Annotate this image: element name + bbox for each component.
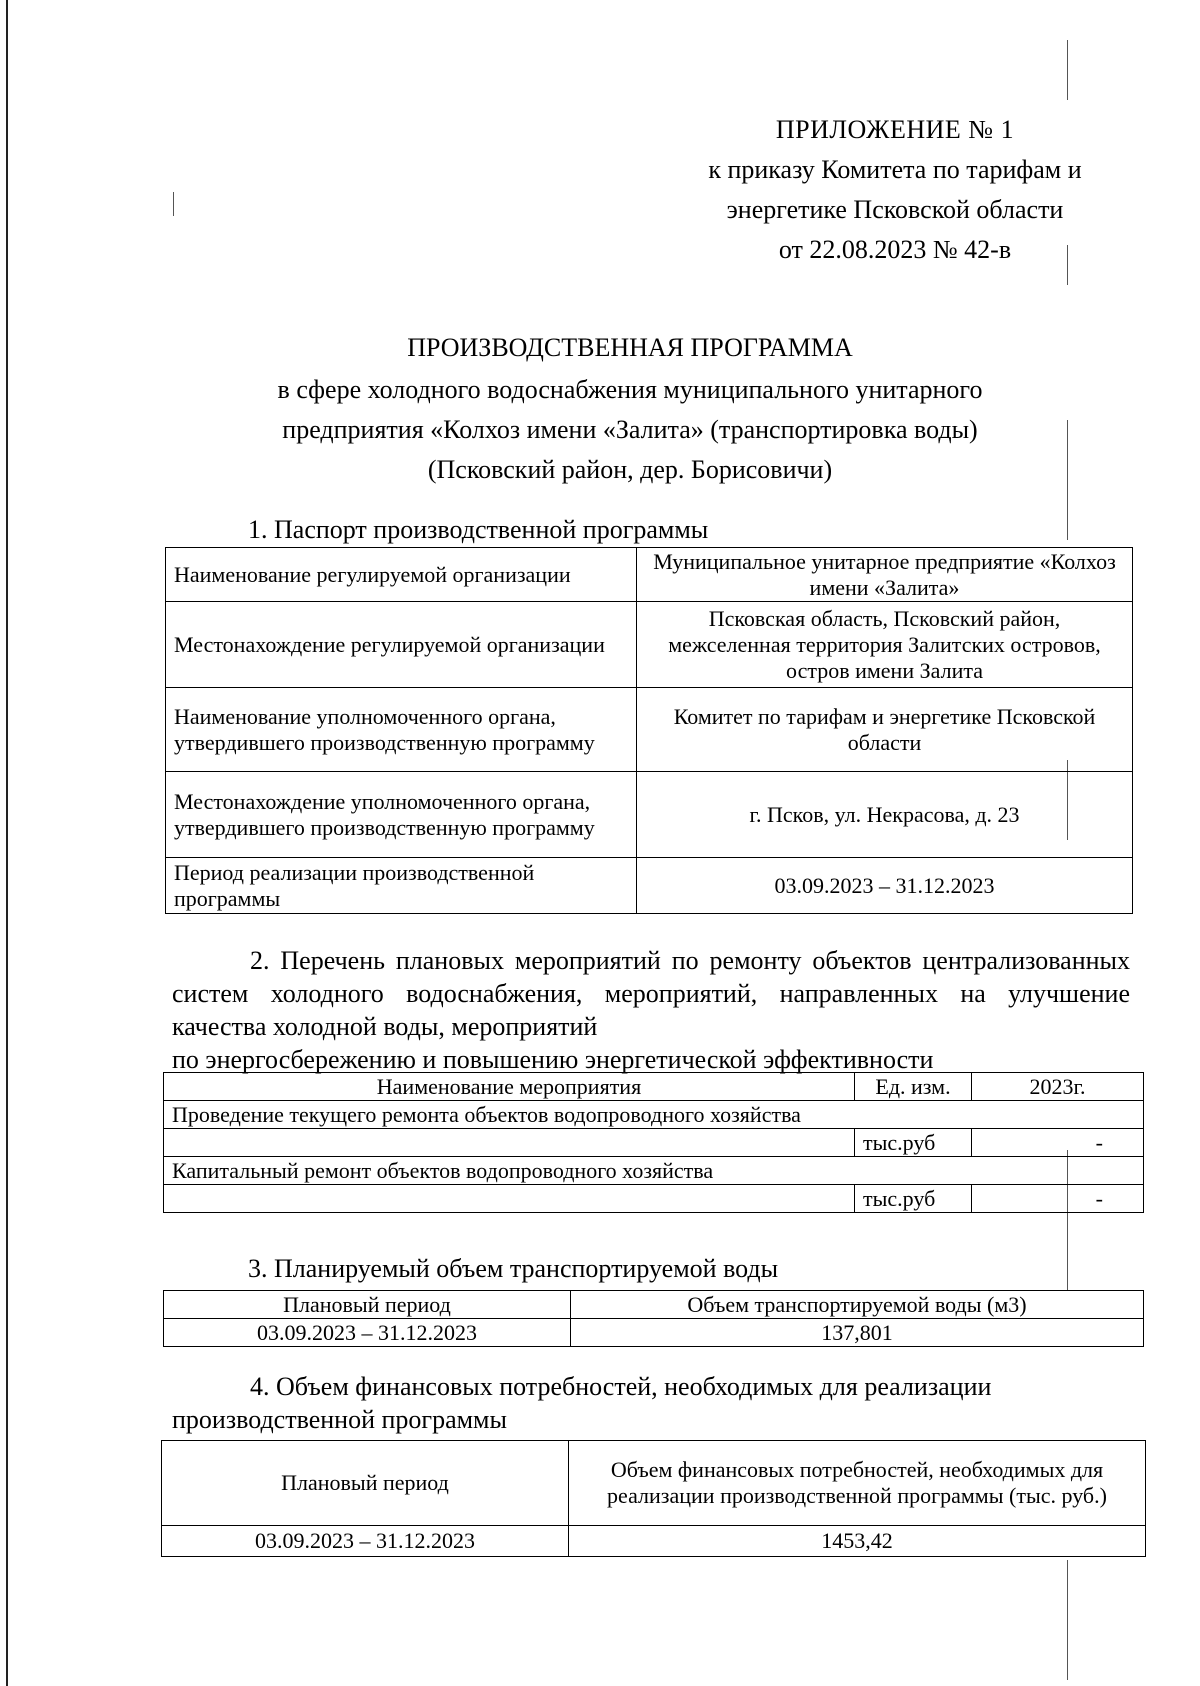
program-subtitle-line: предприятия «Колхоз имени «Залита» (транспортировка воды) [282,415,978,444]
passport-value: Муниципальное унитарное предприятие «Колхоз имени «Залита» [637,548,1133,602]
appendix-block [660,110,1130,270]
table-group-row [164,1101,1144,1129]
period-cell: 03.09.2023 – 31.12.2023 [162,1526,569,1557]
table-row [164,1185,1144,1213]
column-header: Наименование мероприятия [164,1073,855,1101]
column-header: 2023г. [972,1073,1144,1101]
scan-artifact [173,192,174,216]
passport-label: Наименование уполномоченного органа, утвердившего производственную программу [166,688,637,772]
period-cell: 03.09.2023 – 31.12.2023 [164,1319,571,1347]
passport-value: 03.09.2023 – 31.12.2023 [637,858,1133,914]
passport-value: г. Псков, ул. Некрасова, д. 23 [637,772,1133,858]
program-subtitle-line: в сфере холодного водоснабжения муниципального унитарного [277,375,983,404]
table-group-row [164,1157,1144,1185]
appendix-line: от 22.08.2023 № 42-в [778,235,1012,264]
measure-unit: тыс.руб [855,1185,972,1213]
passport-table [165,547,1133,914]
column-header: Ед. изм. [855,1073,972,1101]
section1-heading: 1. Паспорт производственной программы [248,515,709,544]
measure-value: - [972,1185,1144,1213]
group-label: Капитальный ремонт объектов водопроводного хозяйства [164,1157,1144,1185]
passport-label: Местонахождение регулируемой организации [166,602,637,688]
passport-value: Комитет по тарифам и энергетике Псковской области [637,688,1133,772]
volume-cell: 137,801 [571,1319,1144,1347]
table-row [162,1526,1146,1557]
table-row [164,1319,1144,1347]
appendix-title: ПРИЛОЖЕНИЕ № 1 [775,115,1015,144]
table-row [166,688,1133,772]
group-label: Проведение текущего ремонта объектов водопроводного хозяйства [164,1101,1144,1129]
appendix-line: энергетике Псковской области [726,195,1064,224]
scan-border-line [6,0,8,1686]
measure-value: - [972,1129,1144,1157]
table-row [166,602,1133,688]
appendix-line: к приказу Комитета по тарифам и [708,155,1082,184]
measure-unit: тыс.руб [855,1129,972,1157]
column-header: Плановый период [164,1291,571,1319]
column-header: Плановый период [162,1441,569,1526]
program-title-block [150,328,1110,490]
table-header-row [164,1291,1144,1319]
column-header: Объем финансовых потребностей, необходимых для реализации производственной программы (тыс. руб.) [569,1441,1146,1526]
section2-heading [172,944,1130,1076]
passport-label: Период реализации производственной программы [166,858,637,914]
passport-label: Местонахождение уполномоченного органа, утвердившего производственную программу [166,772,637,858]
amount-cell: 1453,42 [569,1526,1146,1557]
measures-table [163,1072,1144,1213]
program-title: ПРОИЗВОДСТВЕННАЯ ПРОГРАММА [407,333,853,362]
section3-heading: 3. Планируемый объем транспортируемой воды [248,1254,779,1283]
table-header-row [164,1073,1144,1101]
water-volume-table [163,1290,1144,1347]
passport-label: Наименование регулируемой организации [166,548,637,602]
section4-heading [172,1370,1130,1436]
table-header-row [162,1441,1146,1526]
table-row [166,858,1133,914]
table-row [164,1129,1144,1157]
scan-artifact [1067,40,1068,100]
financial-needs-table [161,1440,1146,1557]
section4-heading-text: производственной программы [172,1405,507,1434]
table-row [166,548,1133,602]
measure-name [164,1185,855,1213]
table-row [166,772,1133,858]
passport-value: Псковская область, Псковский район, межселенная территория Залитских островов, остров имени Залита [637,602,1133,688]
column-header: Объем транспортируемой воды (м3) [571,1291,1144,1319]
section2-heading-text: по энергосбережению и повышению энергетической эффективности [172,1045,934,1074]
measure-name [164,1129,855,1157]
section4-heading-text: 4. Объем финансовых потребностей, необходимых для реализации [250,1372,992,1401]
program-subtitle-line: (Псковский район, дер. Борисовичи) [427,455,833,484]
scan-artifact [1067,1560,1068,1680]
section2-heading-text: 2. Перечень плановых мероприятий по ремонту объектов централизованных систем холодного водоснабжения, мероприятий, направленных на улучшение качества холодной воды, мероприятий [172,946,1130,1041]
